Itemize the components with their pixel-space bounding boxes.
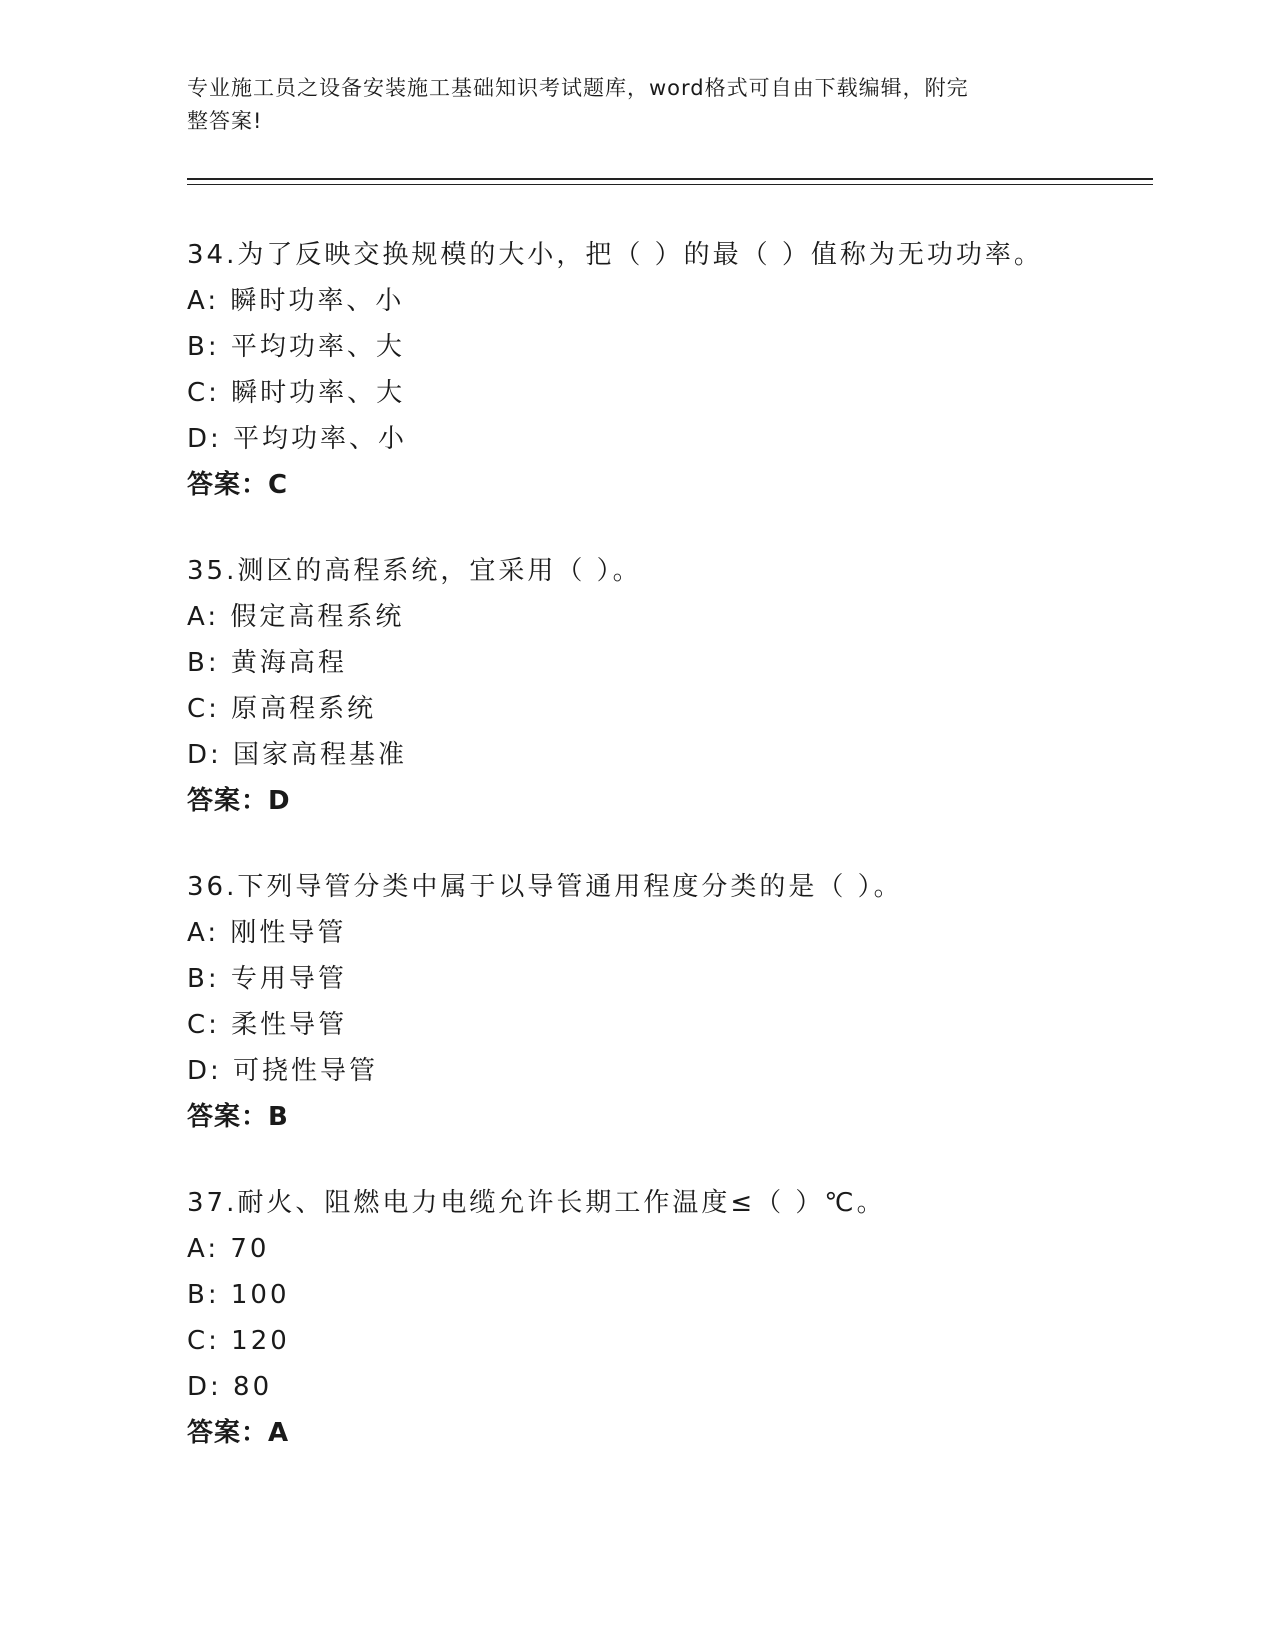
header-line-1: 专业施工员之设备安装施工基础知识考试题库，word格式可自由下载编辑，附完: [187, 76, 969, 100]
option-c: C: 原高程系统: [187, 694, 377, 724]
option-a: A: 70: [187, 1234, 270, 1264]
option-a: A: 假定高程系统: [187, 602, 405, 632]
option-c: C: 120: [187, 1326, 290, 1356]
option-d: D: 国家高程基准: [187, 740, 408, 770]
document-header: [187, 72, 1067, 138]
question-stem: 36.下列导管分类中属于以导管通用程度分类的是（ ）。: [187, 872, 903, 902]
answer-line: 答案：B: [187, 1102, 289, 1132]
option-b: B: 专用导管: [187, 964, 347, 994]
option-d: D: 80: [187, 1372, 273, 1402]
question-stem: 35.测区的高程系统，宜采用（ ）。: [187, 556, 642, 586]
question-37: [187, 1180, 1153, 1456]
option-c: C: 瞬时功率、大: [187, 378, 406, 408]
option-d: D: 平均功率、小: [187, 424, 408, 454]
option-d: D: 可挠性导管: [187, 1056, 379, 1086]
answer-line: 答案：A: [187, 1418, 290, 1448]
question-36: [187, 864, 1153, 1140]
header-divider-thin: [187, 184, 1153, 185]
option-b: B: 100: [187, 1280, 290, 1310]
question-stem: 37.耐火、阻燃电力电缆允许长期工作温度≤（ ）℃。: [187, 1188, 886, 1218]
answer-line: 答案：D: [187, 786, 291, 816]
option-a: A: 刚性导管: [187, 918, 347, 948]
question-35: [187, 548, 1153, 824]
question-34: [187, 232, 1153, 508]
option-c: C: 柔性导管: [187, 1010, 348, 1040]
answer-line: 答案：C: [187, 470, 289, 500]
header-line-2: 整答案!: [187, 109, 263, 133]
option-a: A: 瞬时功率、小: [187, 286, 405, 316]
question-stem: 34.为了反映交换规模的大小，把（ ）的最（ ）值称为无功功率。: [187, 240, 1043, 270]
question-list: [187, 232, 1153, 1496]
option-b: B: 黄海高程: [187, 648, 347, 678]
header-divider-thick: [187, 178, 1153, 180]
option-b: B: 平均功率、大: [187, 332, 405, 362]
